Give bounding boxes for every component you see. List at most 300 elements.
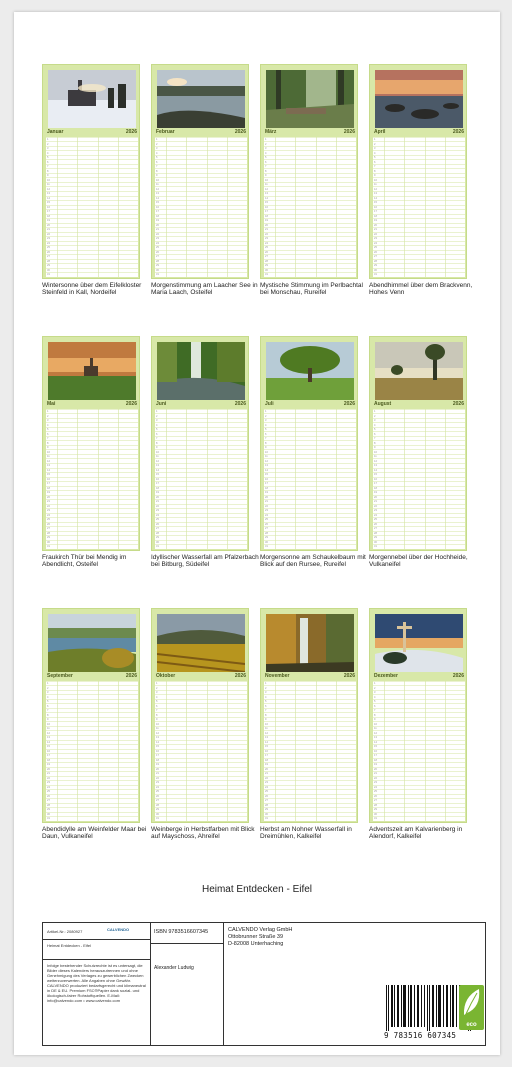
day-number: 9 — [47, 718, 49, 722]
day-number: 24 — [374, 513, 377, 517]
month-name: Oktober — [156, 673, 176, 679]
day-number: 3 — [374, 691, 376, 695]
month-photo — [157, 342, 245, 400]
day-number: 3 — [47, 147, 49, 151]
day-number: 27 — [156, 799, 159, 803]
day-number: 3 — [374, 419, 376, 423]
day-number: 24 — [374, 785, 377, 789]
day-number: 6 — [47, 704, 49, 708]
day-number: 18 — [265, 214, 268, 218]
day-number: 8 — [374, 441, 376, 445]
day-number: 4 — [47, 423, 49, 427]
day-number: 21 — [47, 772, 50, 776]
month-photo — [375, 342, 463, 400]
day-number: 7 — [265, 437, 267, 441]
day-number: 3 — [265, 419, 267, 423]
day-number: 29 — [156, 808, 159, 812]
calendar-title: Heimat Entdecken - Eifel — [201, 884, 313, 895]
day-number: 7 — [265, 709, 267, 713]
day-number: 3 — [374, 147, 376, 151]
day-number: 23 — [47, 509, 50, 513]
day-number: 1 — [47, 138, 49, 141]
day-number: 6 — [265, 160, 267, 164]
day-number: 24 — [156, 513, 159, 517]
day-number: 15 — [374, 745, 377, 749]
month-card-november — [260, 608, 358, 823]
day-number: 31 — [47, 273, 50, 277]
day-number: 26 — [374, 794, 377, 798]
day-number: 5 — [47, 700, 49, 704]
day-number: 11 — [156, 455, 159, 459]
day-number: 21 — [156, 772, 159, 776]
month-name: Dezember — [374, 673, 398, 679]
day-number: 24 — [47, 241, 50, 245]
day-number: 15 — [47, 201, 50, 205]
day-number: 24 — [47, 785, 50, 789]
month-card-juni — [151, 336, 249, 551]
day-numbers — [374, 138, 377, 278]
day-numbers — [47, 138, 50, 278]
day-number: 31 — [374, 273, 377, 277]
day-number: 4 — [47, 151, 49, 155]
month-year: 2026 — [125, 129, 137, 135]
day-number: 2 — [156, 686, 158, 690]
day-number: 2 — [374, 142, 376, 146]
day-number: 25 — [156, 246, 159, 250]
day-number: 5 — [374, 700, 376, 704]
day-number: 11 — [156, 727, 159, 731]
day-number: 30 — [47, 812, 50, 816]
day-number: 24 — [156, 785, 159, 789]
day-grid — [373, 137, 465, 277]
day-grid — [373, 409, 465, 549]
legal-text: Infolge bestehender Schutzrechte ist es untersagt, die Bilder dieses Kalenders herauszutrennen und ohne Genehmigung des Verlages zu gewerblichen Zwecken weiterzuverwerten. Alle Angaben ohne Gewähr. CALVENDO produziert bedarfsgerecht und klimaneutral in DE & EU. Premium FSC®Papier dank sozial- und ökologisch-fairer Rohstoffquellen. E-Mail: info@calvendo.com • www.calvendo.com — [47, 963, 146, 1003]
day-number: 12 — [156, 731, 159, 735]
day-number: 18 — [265, 486, 268, 490]
day-number: 10 — [265, 178, 268, 182]
month-photo — [157, 614, 245, 672]
month-year: 2026 — [125, 673, 137, 679]
day-number: 21 — [374, 500, 377, 504]
day-number: 16 — [374, 477, 377, 481]
day-number: 31 — [265, 273, 268, 277]
day-grid — [373, 681, 465, 821]
day-number: 4 — [374, 423, 376, 427]
day-number: 19 — [156, 763, 159, 767]
publisher-name: CALVENDO Verlag GmbH — [228, 927, 293, 933]
month-card-oktober — [151, 608, 249, 823]
day-number: 20 — [156, 767, 159, 771]
day-number: 19 — [265, 763, 268, 767]
day-number: 18 — [47, 758, 50, 762]
calendar-sheet — [14, 12, 500, 1055]
day-number: 13 — [374, 192, 377, 196]
month-caption: Morgensonne am Schaukelbaum mit Blick auf den Rursee, Rureifel — [260, 554, 366, 569]
day-number: 13 — [47, 192, 50, 196]
day-number: 14 — [47, 196, 50, 200]
day-number: 10 — [374, 450, 377, 454]
day-number: 6 — [156, 432, 158, 436]
month-card-mai — [42, 336, 140, 551]
day-number: 14 — [374, 196, 377, 200]
eco-label — [459, 985, 484, 1030]
day-number: 6 — [265, 704, 267, 708]
day-number: 1 — [156, 682, 158, 685]
day-number: 13 — [265, 192, 268, 196]
day-number: 26 — [47, 250, 50, 254]
day-number: 28 — [47, 531, 50, 535]
day-number: 23 — [156, 237, 159, 241]
day-number: 23 — [374, 509, 377, 513]
day-number: 31 — [374, 545, 377, 549]
day-number: 17 — [265, 482, 268, 486]
day-number: 18 — [374, 486, 377, 490]
day-number: 23 — [374, 781, 377, 785]
isbn: ISBN 9783516607345 — [154, 929, 209, 935]
month-card-september — [42, 608, 140, 823]
day-number: 20 — [156, 223, 159, 227]
day-numbers — [156, 138, 159, 278]
day-number: 20 — [47, 767, 50, 771]
day-number: 16 — [47, 477, 50, 481]
month-photo — [157, 70, 245, 128]
day-grid — [264, 681, 356, 821]
day-number: 22 — [374, 232, 377, 236]
day-number: 8 — [156, 441, 158, 445]
day-number: 20 — [374, 767, 377, 771]
day-grid — [264, 409, 356, 549]
day-number: 25 — [47, 246, 50, 250]
month-name: November — [265, 673, 290, 679]
day-number: 12 — [47, 731, 50, 735]
day-number: 13 — [156, 192, 159, 196]
month-year: 2026 — [234, 129, 246, 135]
day-number: 10 — [374, 178, 377, 182]
day-number: 14 — [374, 740, 377, 744]
day-number: 1 — [374, 138, 376, 141]
day-number: 1 — [265, 410, 267, 413]
day-number: 14 — [156, 740, 159, 744]
day-number: 4 — [265, 423, 267, 427]
day-number: 18 — [47, 214, 50, 218]
publisher-street: Ottobrunner Straße 39 — [228, 934, 284, 940]
month-card-april — [369, 64, 467, 279]
day-number: 30 — [265, 812, 268, 816]
day-number: 12 — [156, 459, 159, 463]
day-number: 23 — [47, 237, 50, 241]
day-number: 12 — [156, 187, 159, 191]
day-number: 28 — [156, 803, 159, 807]
day-numbers — [265, 410, 268, 550]
day-number: 4 — [156, 695, 158, 699]
month-header — [264, 673, 356, 680]
day-grid — [46, 409, 138, 549]
month-name: Februar — [156, 129, 175, 135]
day-number: 15 — [156, 201, 159, 205]
day-number: 10 — [47, 450, 50, 454]
day-numbers — [265, 682, 268, 822]
day-number: 29 — [265, 808, 268, 812]
day-number: 30 — [265, 268, 268, 272]
divider — [43, 939, 150, 940]
month-photo — [375, 614, 463, 672]
day-number: 29 — [156, 264, 159, 268]
month-photo — [48, 342, 136, 400]
day-number: 26 — [156, 522, 159, 526]
day-number: 25 — [374, 790, 377, 794]
day-number: 24 — [265, 241, 268, 245]
day-number: 3 — [265, 691, 267, 695]
day-number: 25 — [374, 518, 377, 522]
day-number: 9 — [156, 174, 158, 178]
day-number: 10 — [374, 722, 377, 726]
day-number: 25 — [156, 790, 159, 794]
day-number: 14 — [156, 196, 159, 200]
day-number: 10 — [156, 178, 159, 182]
day-number: 24 — [374, 241, 377, 245]
day-number: 29 — [156, 536, 159, 540]
day-number: 12 — [265, 459, 268, 463]
day-number: 18 — [156, 214, 159, 218]
day-number: 14 — [265, 740, 268, 744]
day-number: 17 — [265, 754, 268, 758]
day-number: 7 — [374, 709, 376, 713]
day-number: 16 — [374, 749, 377, 753]
day-number: 8 — [156, 713, 158, 717]
day-number: 25 — [374, 246, 377, 250]
day-number: 29 — [374, 808, 377, 812]
day-numbers — [374, 410, 377, 550]
month-caption: Wintersonne über dem Eifelkloster Steinfeld in Kall, Nordeifel — [42, 282, 142, 297]
day-number: 29 — [265, 536, 268, 540]
month-header — [155, 401, 247, 408]
day-number: 23 — [265, 509, 268, 513]
day-number: 8 — [374, 713, 376, 717]
day-grid — [46, 681, 138, 821]
day-number: 5 — [156, 700, 158, 704]
day-number: 16 — [265, 205, 268, 209]
day-number: 4 — [374, 151, 376, 155]
day-number: 5 — [156, 428, 158, 432]
day-number: 20 — [47, 495, 50, 499]
day-number: 3 — [156, 419, 158, 423]
day-number: 14 — [265, 196, 268, 200]
day-number: 13 — [47, 464, 50, 468]
day-number: 28 — [265, 259, 268, 263]
day-number: 22 — [156, 776, 159, 780]
day-number: 19 — [47, 763, 50, 767]
product-info-box — [42, 922, 486, 1046]
day-number: 8 — [47, 169, 49, 173]
day-number: 3 — [156, 691, 158, 695]
day-number: 16 — [156, 205, 159, 209]
day-number: 26 — [265, 250, 268, 254]
day-number: 30 — [374, 268, 377, 272]
day-number: 7 — [374, 165, 376, 169]
month-header — [46, 401, 138, 408]
day-number: 1 — [265, 682, 267, 685]
day-number: 15 — [47, 473, 50, 477]
month-year: 2026 — [343, 401, 355, 407]
day-number: 8 — [156, 169, 158, 173]
day-number: 10 — [156, 722, 159, 726]
day-number: 11 — [156, 183, 159, 187]
day-number: 25 — [265, 246, 268, 250]
day-number: 28 — [374, 259, 377, 263]
day-number: 15 — [156, 745, 159, 749]
day-number: 11 — [265, 183, 268, 187]
day-number: 3 — [265, 147, 267, 151]
day-number: 29 — [374, 264, 377, 268]
day-number: 27 — [265, 799, 268, 803]
day-number: 19 — [156, 219, 159, 223]
day-number: 13 — [374, 464, 377, 468]
day-number: 2 — [156, 142, 158, 146]
day-number: 14 — [265, 468, 268, 472]
month-header — [155, 129, 247, 136]
day-number: 18 — [265, 758, 268, 762]
day-number: 26 — [374, 522, 377, 526]
day-number: 2 — [47, 414, 49, 418]
day-number: 17 — [47, 210, 50, 214]
day-number: 15 — [265, 745, 268, 749]
month-caption: Adventszeit am Kalvarienberg in Alendorf, Kalkeifel — [369, 826, 463, 841]
day-number: 27 — [156, 255, 159, 259]
month-card-maerz — [260, 64, 358, 279]
day-number: 4 — [265, 151, 267, 155]
day-number: 6 — [374, 432, 376, 436]
day-number: 22 — [47, 232, 50, 236]
day-number: 24 — [265, 513, 268, 517]
month-caption: Fraukirch Thür bei Mendig im Abendlicht, Osteifel — [42, 554, 127, 569]
day-number: 10 — [47, 722, 50, 726]
day-number: 11 — [374, 727, 377, 731]
day-number: 2 — [374, 414, 376, 418]
day-number: 28 — [156, 531, 159, 535]
day-number: 18 — [156, 758, 159, 762]
day-number: 1 — [265, 138, 267, 141]
day-numbers — [265, 138, 268, 278]
day-number: 30 — [47, 268, 50, 272]
day-number: 20 — [265, 495, 268, 499]
day-number: 14 — [374, 468, 377, 472]
month-header — [46, 673, 138, 680]
day-number: 17 — [156, 210, 159, 214]
day-number: 29 — [47, 264, 50, 268]
month-name: April — [374, 129, 386, 135]
day-number: 13 — [156, 736, 159, 740]
day-number: 29 — [374, 536, 377, 540]
day-number: 21 — [374, 772, 377, 776]
day-number: 1 — [374, 682, 376, 685]
month-name: Januar — [47, 129, 64, 135]
day-number: 23 — [265, 781, 268, 785]
day-number: 8 — [47, 441, 49, 445]
day-number: 21 — [47, 228, 50, 232]
day-number: 8 — [265, 169, 267, 173]
month-photo — [266, 614, 354, 672]
day-number: 29 — [47, 536, 50, 540]
day-number: 13 — [47, 736, 50, 740]
day-number: 9 — [156, 446, 158, 450]
month-card-august — [369, 336, 467, 551]
day-number: 3 — [156, 147, 158, 151]
day-number: 6 — [47, 432, 49, 436]
day-number: 23 — [265, 237, 268, 241]
divider — [151, 943, 223, 944]
day-number: 9 — [156, 718, 158, 722]
day-grid — [155, 137, 247, 277]
day-number: 15 — [47, 745, 50, 749]
day-number: 8 — [47, 713, 49, 717]
day-number: 16 — [374, 205, 377, 209]
day-number: 4 — [374, 695, 376, 699]
day-number: 12 — [374, 731, 377, 735]
day-number: 13 — [265, 736, 268, 740]
day-number: 21 — [265, 500, 268, 504]
day-number: 12 — [265, 731, 268, 735]
day-number: 7 — [156, 709, 158, 713]
day-number: 21 — [156, 228, 159, 232]
day-number: 30 — [47, 540, 50, 544]
day-number: 27 — [47, 527, 50, 531]
day-number: 23 — [156, 781, 159, 785]
month-header — [46, 129, 138, 136]
day-number: 21 — [47, 500, 50, 504]
month-card-juli — [260, 336, 358, 551]
day-number: 10 — [265, 722, 268, 726]
day-number: 8 — [374, 169, 376, 173]
day-number: 27 — [265, 527, 268, 531]
day-number: 19 — [156, 491, 159, 495]
day-number: 16 — [47, 749, 50, 753]
day-number: 13 — [265, 464, 268, 468]
day-number: 17 — [156, 754, 159, 758]
day-number: 31 — [156, 273, 159, 277]
day-number: 27 — [265, 255, 268, 259]
info-column-middle — [151, 923, 224, 1045]
month-header — [373, 129, 465, 136]
month-card-februar — [151, 64, 249, 279]
day-number: 25 — [47, 518, 50, 522]
day-number: 5 — [265, 700, 267, 704]
day-number: 26 — [47, 794, 50, 798]
day-number: 7 — [265, 165, 267, 169]
day-number: 3 — [47, 691, 49, 695]
day-number: 17 — [156, 482, 159, 486]
month-photo — [48, 614, 136, 672]
day-number: 15 — [265, 201, 268, 205]
day-number: 19 — [47, 219, 50, 223]
day-grid — [155, 409, 247, 549]
day-numbers — [47, 410, 50, 550]
day-number: 19 — [374, 491, 377, 495]
day-number: 17 — [374, 754, 377, 758]
day-number: 4 — [156, 151, 158, 155]
day-number: 7 — [374, 437, 376, 441]
day-number: 8 — [265, 713, 267, 717]
day-number: 16 — [156, 477, 159, 481]
day-number: 28 — [156, 259, 159, 263]
day-number: 19 — [265, 491, 268, 495]
day-number: 23 — [156, 509, 159, 513]
day-number: 11 — [265, 455, 268, 459]
day-number: 27 — [374, 799, 377, 803]
day-number: 30 — [374, 540, 377, 544]
day-number: 6 — [265, 432, 267, 436]
day-number: 10 — [47, 178, 50, 182]
day-number: 2 — [265, 686, 267, 690]
